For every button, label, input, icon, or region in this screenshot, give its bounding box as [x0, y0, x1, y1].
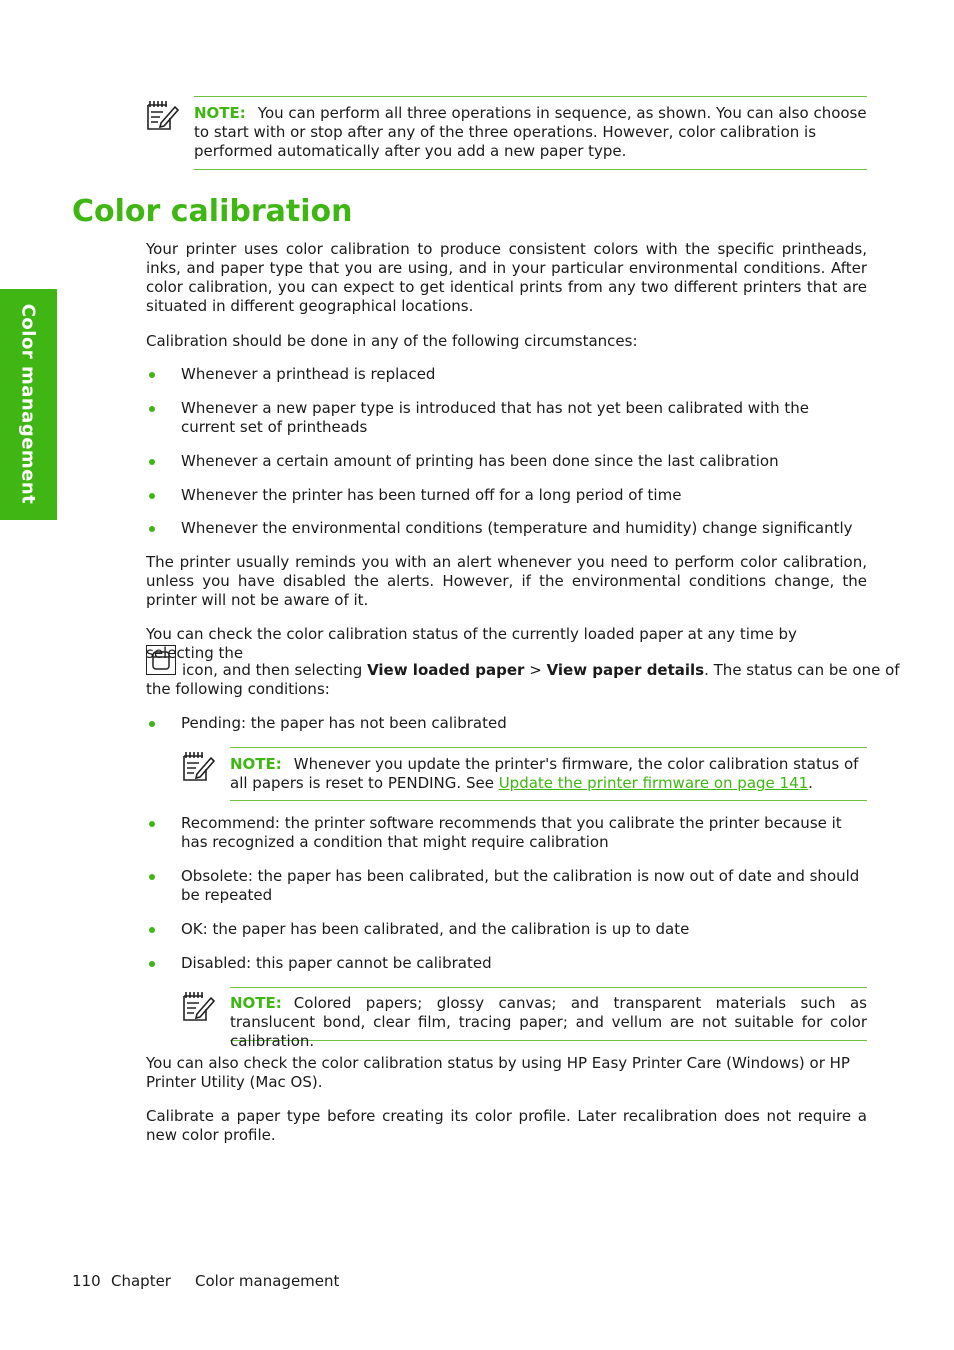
- footer-chapter-name: Color management: [195, 1272, 340, 1290]
- note-end: .: [808, 774, 813, 792]
- note-icon: [181, 989, 215, 1023]
- side-tab: [0, 289, 57, 520]
- status-item: Disabled: this paper cannot be calibrated: [181, 954, 492, 972]
- check-paragraph-line2: [182, 661, 900, 680]
- profile-paragraph: Calibrate a paper type before creating its color profile. Later recalibration does not require a new color profile.: [146, 1107, 867, 1144]
- bullet-dot: [149, 406, 155, 412]
- note-label: NOTE:: [230, 994, 282, 1012]
- check-text: icon, and then selecting: [182, 661, 363, 679]
- paper-icon: [146, 645, 176, 675]
- firmware-update-link[interactable]: Update the printer firmware on page 141: [498, 774, 809, 792]
- footer-chapter-label: Chapter: [111, 1272, 171, 1290]
- alert-paragraph: The printer usually reminds you with an alert whenever you need to perform color calibration, unless you have disabled the alerts. However, if the environmental conditions change, the printer will not be aware of it.: [146, 553, 867, 609]
- bullet-dot: [149, 874, 155, 880]
- list-item: Whenever the environmental conditions (temperature and humidity) change significantly: [181, 519, 853, 537]
- menu-path-view-paper-details: View paper details: [546, 661, 705, 679]
- status-item: OK: the paper has been calibrated, and the calibration is up to date: [181, 920, 690, 938]
- list-item: Whenever a certain amount of printing has been done since the last calibration: [181, 452, 779, 470]
- side-tab-label: Color management: [17, 303, 39, 505]
- check-text-end: . The status can be one of: [704, 661, 900, 679]
- menu-path-view-loaded-paper: View loaded paper: [367, 661, 525, 679]
- firmware-note-body: [230, 755, 867, 793]
- note-text: Colored papers; glossy canvas; and transparent materials such as translucent bond, clear film, tracing paper; and vellum are not suitable for color calibration.: [230, 994, 867, 1050]
- bullet-dot: [149, 927, 155, 933]
- note-label: NOTE:: [230, 755, 282, 773]
- bullet-dot: [149, 493, 155, 499]
- note-text: You can perform all three operations in sequence, as shown. You can also choose to start with or stop after any of the three operations. However, color calibration is performed automatically after you add a new paper type.: [194, 104, 867, 160]
- note-label: NOTE:: [194, 104, 246, 122]
- note-icon: [181, 749, 215, 783]
- materials-note-body: [230, 994, 867, 1051]
- bullet-dot: [149, 821, 155, 827]
- list-item: Whenever a new paper type is introduced that has not yet been calibrated with the current set of printheads: [181, 399, 809, 436]
- note-text: Whenever you update the printer's firmware, the color calibration status of all papers is reset to PENDING. See: [230, 755, 859, 792]
- intro-paragraph: Your printer uses color calibration to produce consistent colors with the specific printheads, inks, and paper type that you are using, and in your particular environmental conditions. After color calibration, you can expect to get identical prints from any two different printers that are situated in different geographical locations.: [146, 240, 867, 315]
- check-paragraph-line1: You can check the color calibration status of the currently loaded paper at any time by selecting the: [146, 625, 797, 662]
- list-item: Whenever a printhead is replaced: [181, 365, 436, 383]
- circumstances-lead: Calibration should be done in any of the following circumstances:: [146, 332, 638, 350]
- bullet-dot: [149, 372, 155, 378]
- page-number: 110: [72, 1272, 101, 1290]
- easy-care-paragraph: You can also check the color calibration status by using HP Easy Printer Care (Windows) or HP Printer Utility (Mac OS).: [146, 1054, 850, 1091]
- note-icon: [145, 98, 179, 132]
- section-title: Color calibration: [72, 194, 353, 229]
- bullet-dot: [149, 721, 155, 727]
- bullet-dot: [149, 459, 155, 465]
- status-item: Obsolete: the paper has been calibrated, but the calibration is now out of date and should be repeated: [181, 867, 860, 904]
- menu-separator: >: [529, 661, 542, 679]
- top-note-body: [194, 104, 867, 161]
- check-paragraph-line3: the following conditions:: [146, 680, 330, 698]
- status-item: Recommend: the printer software recommends that you calibrate the printer because it has recognized a condition that might require calibration: [181, 814, 842, 851]
- bullet-dot: [149, 961, 155, 967]
- list-item: Whenever the printer has been turned off for a long period of time: [181, 486, 682, 504]
- bullet-dot: [149, 526, 155, 532]
- status-item: Pending: the paper has not been calibrated: [181, 714, 507, 732]
